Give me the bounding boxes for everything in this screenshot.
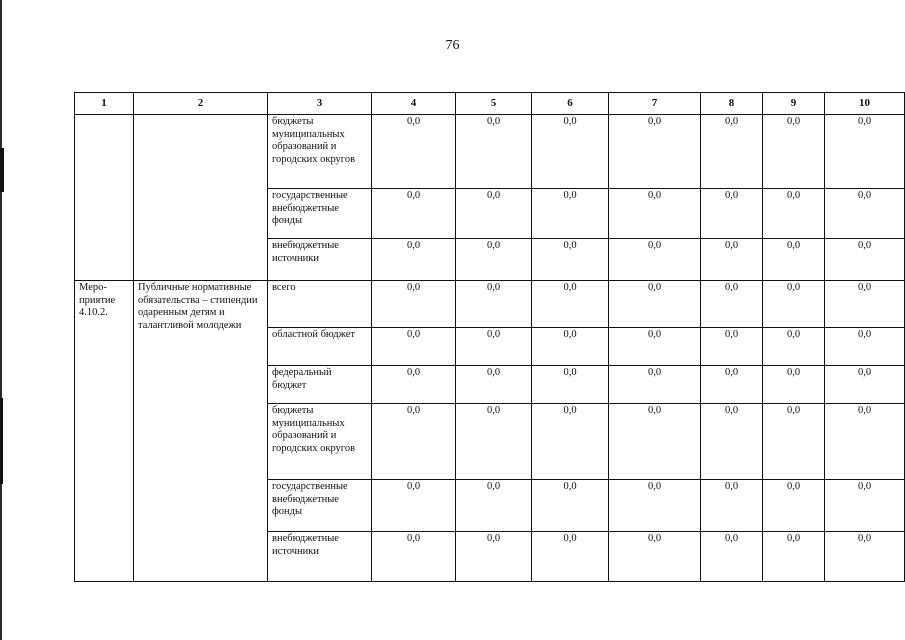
value-cell: 0,0 bbox=[456, 328, 532, 366]
value-cell: 0,0 bbox=[372, 115, 456, 189]
column-header: 4 bbox=[372, 93, 456, 115]
funding-source-cell: государственные внебюджетные фонды bbox=[268, 189, 372, 239]
value-cell: 0,0 bbox=[763, 115, 825, 189]
column-header: 2 bbox=[134, 93, 268, 115]
value-cell: 0,0 bbox=[701, 239, 763, 281]
value-cell: 0,0 bbox=[456, 281, 532, 328]
value-cell: 0,0 bbox=[763, 366, 825, 404]
funding-source-cell: федеральный бюджет bbox=[268, 366, 372, 404]
value-cell: 0,0 bbox=[701, 532, 763, 582]
column-header: 1 bbox=[75, 93, 134, 115]
value-cell: 0,0 bbox=[701, 328, 763, 366]
value-cell: 0,0 bbox=[609, 281, 701, 328]
value-cell: 0,0 bbox=[701, 366, 763, 404]
page-number: 76 bbox=[445, 38, 460, 53]
value-cell: 0,0 bbox=[532, 115, 609, 189]
value-cell: 0,0 bbox=[372, 239, 456, 281]
value-cell: 0,0 bbox=[825, 532, 905, 582]
value-cell: 0,0 bbox=[532, 532, 609, 582]
value-cell: 0,0 bbox=[825, 115, 905, 189]
funding-source-cell: внебюджетные источники bbox=[268, 239, 372, 281]
value-cell: 0,0 bbox=[701, 115, 763, 189]
table-header-row bbox=[75, 93, 905, 115]
value-cell: 0,0 bbox=[532, 239, 609, 281]
event-name-cell: Публичные нормативные обязательства – стипендии одаренным детям и талантливой молодежи bbox=[134, 281, 268, 582]
budget-table bbox=[74, 92, 905, 582]
value-cell: 0,0 bbox=[609, 189, 701, 239]
value-cell: 0,0 bbox=[456, 404, 532, 480]
funding-source-cell: областной бюджет bbox=[268, 328, 372, 366]
value-cell: 0,0 bbox=[456, 366, 532, 404]
column-header: 6 bbox=[532, 93, 609, 115]
column-header: 9 bbox=[763, 93, 825, 115]
scan-left-edge bbox=[0, 0, 2, 640]
value-cell: 0,0 bbox=[609, 532, 701, 582]
value-cell: 0,0 bbox=[456, 239, 532, 281]
table-row bbox=[75, 115, 905, 189]
value-cell: 0,0 bbox=[825, 239, 905, 281]
value-cell: 0,0 bbox=[372, 366, 456, 404]
value-cell: 0,0 bbox=[763, 328, 825, 366]
value-cell: 0,0 bbox=[456, 189, 532, 239]
value-cell: 0,0 bbox=[532, 480, 609, 532]
value-cell: 0,0 bbox=[609, 480, 701, 532]
value-cell: 0,0 bbox=[609, 115, 701, 189]
value-cell: 0,0 bbox=[825, 281, 905, 328]
value-cell: 0,0 bbox=[372, 404, 456, 480]
value-cell: 0,0 bbox=[532, 328, 609, 366]
value-cell: 0,0 bbox=[609, 239, 701, 281]
value-cell: 0,0 bbox=[609, 404, 701, 480]
event-code-cell: Меро- приятие 4.10.2. bbox=[75, 281, 134, 582]
value-cell: 0,0 bbox=[372, 189, 456, 239]
value-cell: 0,0 bbox=[825, 366, 905, 404]
value-cell: 0,0 bbox=[825, 480, 905, 532]
event-name-cell-empty bbox=[134, 115, 268, 281]
value-cell: 0,0 bbox=[532, 281, 609, 328]
value-cell: 0,0 bbox=[825, 189, 905, 239]
value-cell: 0,0 bbox=[701, 189, 763, 239]
scan-artifact bbox=[0, 398, 3, 484]
value-cell: 0,0 bbox=[763, 404, 825, 480]
column-header: 7 bbox=[609, 93, 701, 115]
funding-source-cell: бюджеты муниципальных образований и городских округов bbox=[268, 404, 372, 480]
column-header: 10 bbox=[825, 93, 905, 115]
table-row bbox=[75, 281, 905, 328]
value-cell: 0,0 bbox=[456, 480, 532, 532]
event-code-cell-empty bbox=[75, 115, 134, 281]
value-cell: 0,0 bbox=[372, 281, 456, 328]
value-cell: 0,0 bbox=[701, 404, 763, 480]
value-cell: 0,0 bbox=[701, 281, 763, 328]
funding-source-cell: внебюджетные источники bbox=[268, 532, 372, 582]
value-cell: 0,0 bbox=[372, 480, 456, 532]
column-header: 5 bbox=[456, 93, 532, 115]
value-cell: 0,0 bbox=[825, 328, 905, 366]
value-cell: 0,0 bbox=[372, 328, 456, 366]
value-cell: 0,0 bbox=[701, 480, 763, 532]
funding-source-cell: государственные внебюджетные фонды bbox=[268, 480, 372, 532]
value-cell: 0,0 bbox=[763, 281, 825, 328]
value-cell: 0,0 bbox=[456, 115, 532, 189]
value-cell: 0,0 bbox=[763, 189, 825, 239]
value-cell: 0,0 bbox=[372, 532, 456, 582]
value-cell: 0,0 bbox=[609, 328, 701, 366]
value-cell: 0,0 bbox=[532, 366, 609, 404]
value-cell: 0,0 bbox=[456, 532, 532, 582]
value-cell: 0,0 bbox=[532, 404, 609, 480]
value-cell: 0,0 bbox=[763, 480, 825, 532]
value-cell: 0,0 bbox=[763, 532, 825, 582]
scan-artifact bbox=[0, 148, 4, 192]
value-cell: 0,0 bbox=[609, 366, 701, 404]
funding-source-cell: бюджеты муниципальных образований и городских округов bbox=[268, 115, 372, 189]
value-cell: 0,0 bbox=[532, 189, 609, 239]
value-cell: 0,0 bbox=[763, 239, 825, 281]
column-header: 3 bbox=[268, 93, 372, 115]
funding-source-cell: всего bbox=[268, 281, 372, 328]
column-header: 8 bbox=[701, 93, 763, 115]
value-cell: 0,0 bbox=[825, 404, 905, 480]
